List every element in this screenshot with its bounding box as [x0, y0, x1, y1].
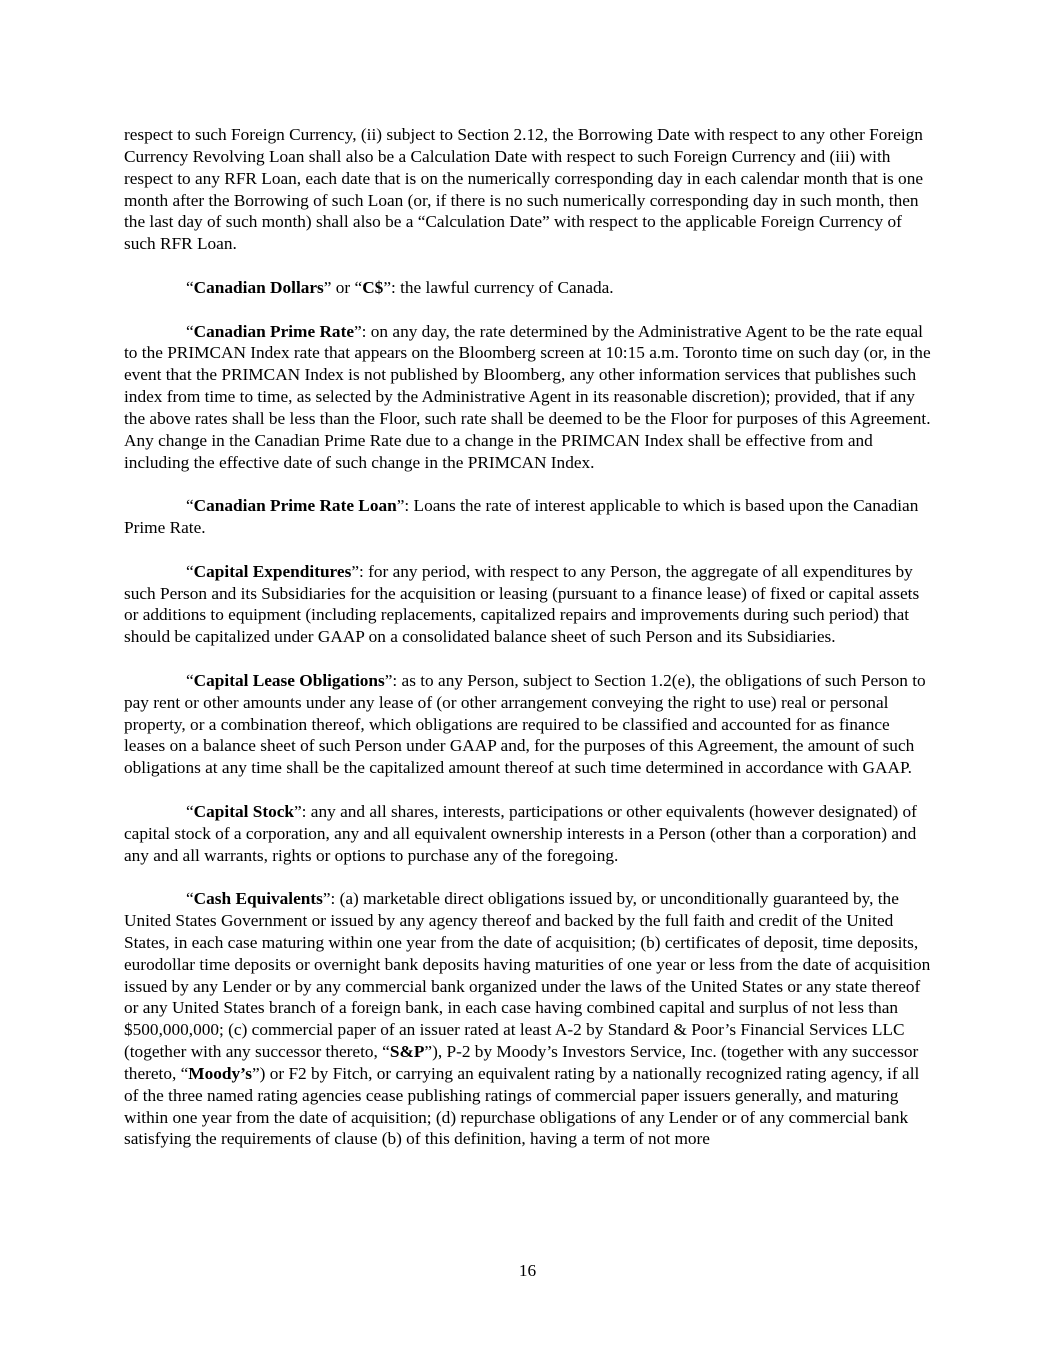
paragraph-calculation-date-continued [124, 124, 931, 255]
defined-term: Capital Lease Obligations [193, 670, 385, 690]
open-quote: “ [186, 889, 194, 909]
connector-text: ” or “ [323, 277, 363, 297]
defined-term-moodys: Moody’s [188, 1063, 252, 1083]
definition-text: ”: the lawful currency of Canada. [383, 277, 614, 297]
definition-canadian-dollars [124, 277, 931, 299]
definition-canadian-prime-rate [124, 321, 931, 474]
open-quote: “ [186, 801, 194, 821]
definition-text: ”: on any day, the rate determined by the Administrative Agent to be the rate equal to the PRIMCAN Index rate that appears on the Bloomberg screen at 10:15 a.m. Toronto time on such day (or, in the event that the PRIMCAN Index is not published by Bloomberg, any other information services that publishes such index from time to time, as selected by the Administrative Agent in its reasonable discretion); provided, that if any the above rates shall be less than the Floor, such rate shall be deemed to be the Floor for purposes of this Agreement. Any change in the Canadian Prime Rate due to a change in the PRIMCAN Index shall be effective from and including the effective date of such change in the PRIMCAN Index. [124, 321, 931, 472]
defined-term: Canadian Prime Rate [193, 321, 354, 341]
definition-text: ”: any and all shares, interests, participations or other equivalents (however designated) of capital stock of a corporation, any and all equivalent ownership interests in a Person (other than a corporation) and any and all warrants, rights or options to purchase any of the foregoing. [124, 801, 917, 865]
definition-capital-lease-obligations [124, 670, 931, 779]
definition-canadian-prime-rate-loan [124, 495, 931, 539]
definition-capital-expenditures [124, 561, 931, 648]
page-number: 16 [518, 1261, 537, 1280]
definition-text: ”: as to any Person, subject to Section 1.2(e), the obligations of such Person to pay rent or other amounts under any lease of (or other arrangement conveying the right to use) real or personal property, or a combination thereof, which obligations are required to be classified and accounted for as finance leases on a balance sheet of such Person under GAAP and, for the purposes of this Agreement, the amount of such obligations at any time shall be the capitalized amount thereof at such time determined in accordance with GAAP. [124, 670, 926, 778]
defined-term: Capital Expenditures [193, 561, 352, 581]
open-quote: “ [186, 670, 194, 690]
defined-term-sp: S&P [389, 1042, 425, 1062]
definition-cash-equivalents [124, 888, 931, 1150]
defined-term: Capital Stock [193, 801, 295, 821]
open-quote: “ [186, 277, 194, 297]
definition-text-part-a: ”: (a) marketable direct obligations issued by, or unconditionally guaranteed by, the United States Government or issued by any agency thereof and backed by the full faith and credit of the United States, in each case maturing within one year from the date of acquisition; (b) certificates of deposit, time deposits, eurodollar time deposits or overnight bank deposits having maturities of one year or less from the date of acquisition issued by any Lender or by any commercial bank organized under the laws of the United States or any state thereof or any United States branch of a foreign bank, in each case having combined capital and surplus of not less than $500,000,000; (c) commercial paper of an issuer rated at least A-2 by Standard & Poor’s Financial Services LLC (together with any successor thereto, “ [124, 889, 931, 1062]
definition-text-part-c: ”) or F2 by Fitch, or carrying an equivalent rating by a nationally recognized rating agency, if all of the three named rating agencies cease publishing ratings of commercial paper issuers generally, and maturing within one year from the date of acquisition; (d) repurchase obligations of any Lender or of any commercial bank satisfying the requirements of clause (b) of this definition, having a term of not more [124, 1063, 920, 1149]
defined-term-alias: C$ [362, 277, 384, 297]
definition-capital-stock [124, 801, 931, 867]
definition-text: ”: Loans the rate of interest applicable to which is based upon the Canadian Prime Rate. [124, 496, 919, 538]
document-page [124, 124, 931, 1172]
defined-term: Canadian Prime Rate Loan [193, 496, 397, 516]
open-quote: “ [186, 561, 194, 581]
open-quote: “ [186, 496, 194, 516]
open-quote: “ [186, 321, 194, 341]
defined-term: Cash Equivalents [193, 889, 323, 909]
paragraph-text: respect to such Foreign Currency, (ii) subject to Section 2.12, the Borrowing Date with respect to any other Foreign Currency Revolving Loan shall also be a Calculation Date with respect to such Foreign Currency and (iii) with respect to any RFR Loan, each date that is on the numerically corresponding day in each calendar month that is one month after the Borrowing of such Loan (or, if there is no such numerically corresponding day in such month, then the last day of such month) shall also be a “Calculation Date” with respect to the applicable Foreign Currency of such RFR Loan. [124, 125, 924, 254]
defined-term: Canadian Dollars [193, 277, 324, 297]
definition-text-part-b: ”), P-2 by Moody’s Investors Service, Inc. (together with any successor thereto, “ [124, 1042, 919, 1083]
definition-text: ”: for any period, with respect to any Person, the aggregate of all expenditures by such Person and its Subsidiaries for the acquisition or leasing (pursuant to a finance lease) of fixed or capital assets or additions to equipment (including replacements, capitalized repairs and improvements during such period) that should be capitalized under GAAP on a consolidated balance sheet of such Person and its Subsidiaries. [124, 561, 920, 647]
